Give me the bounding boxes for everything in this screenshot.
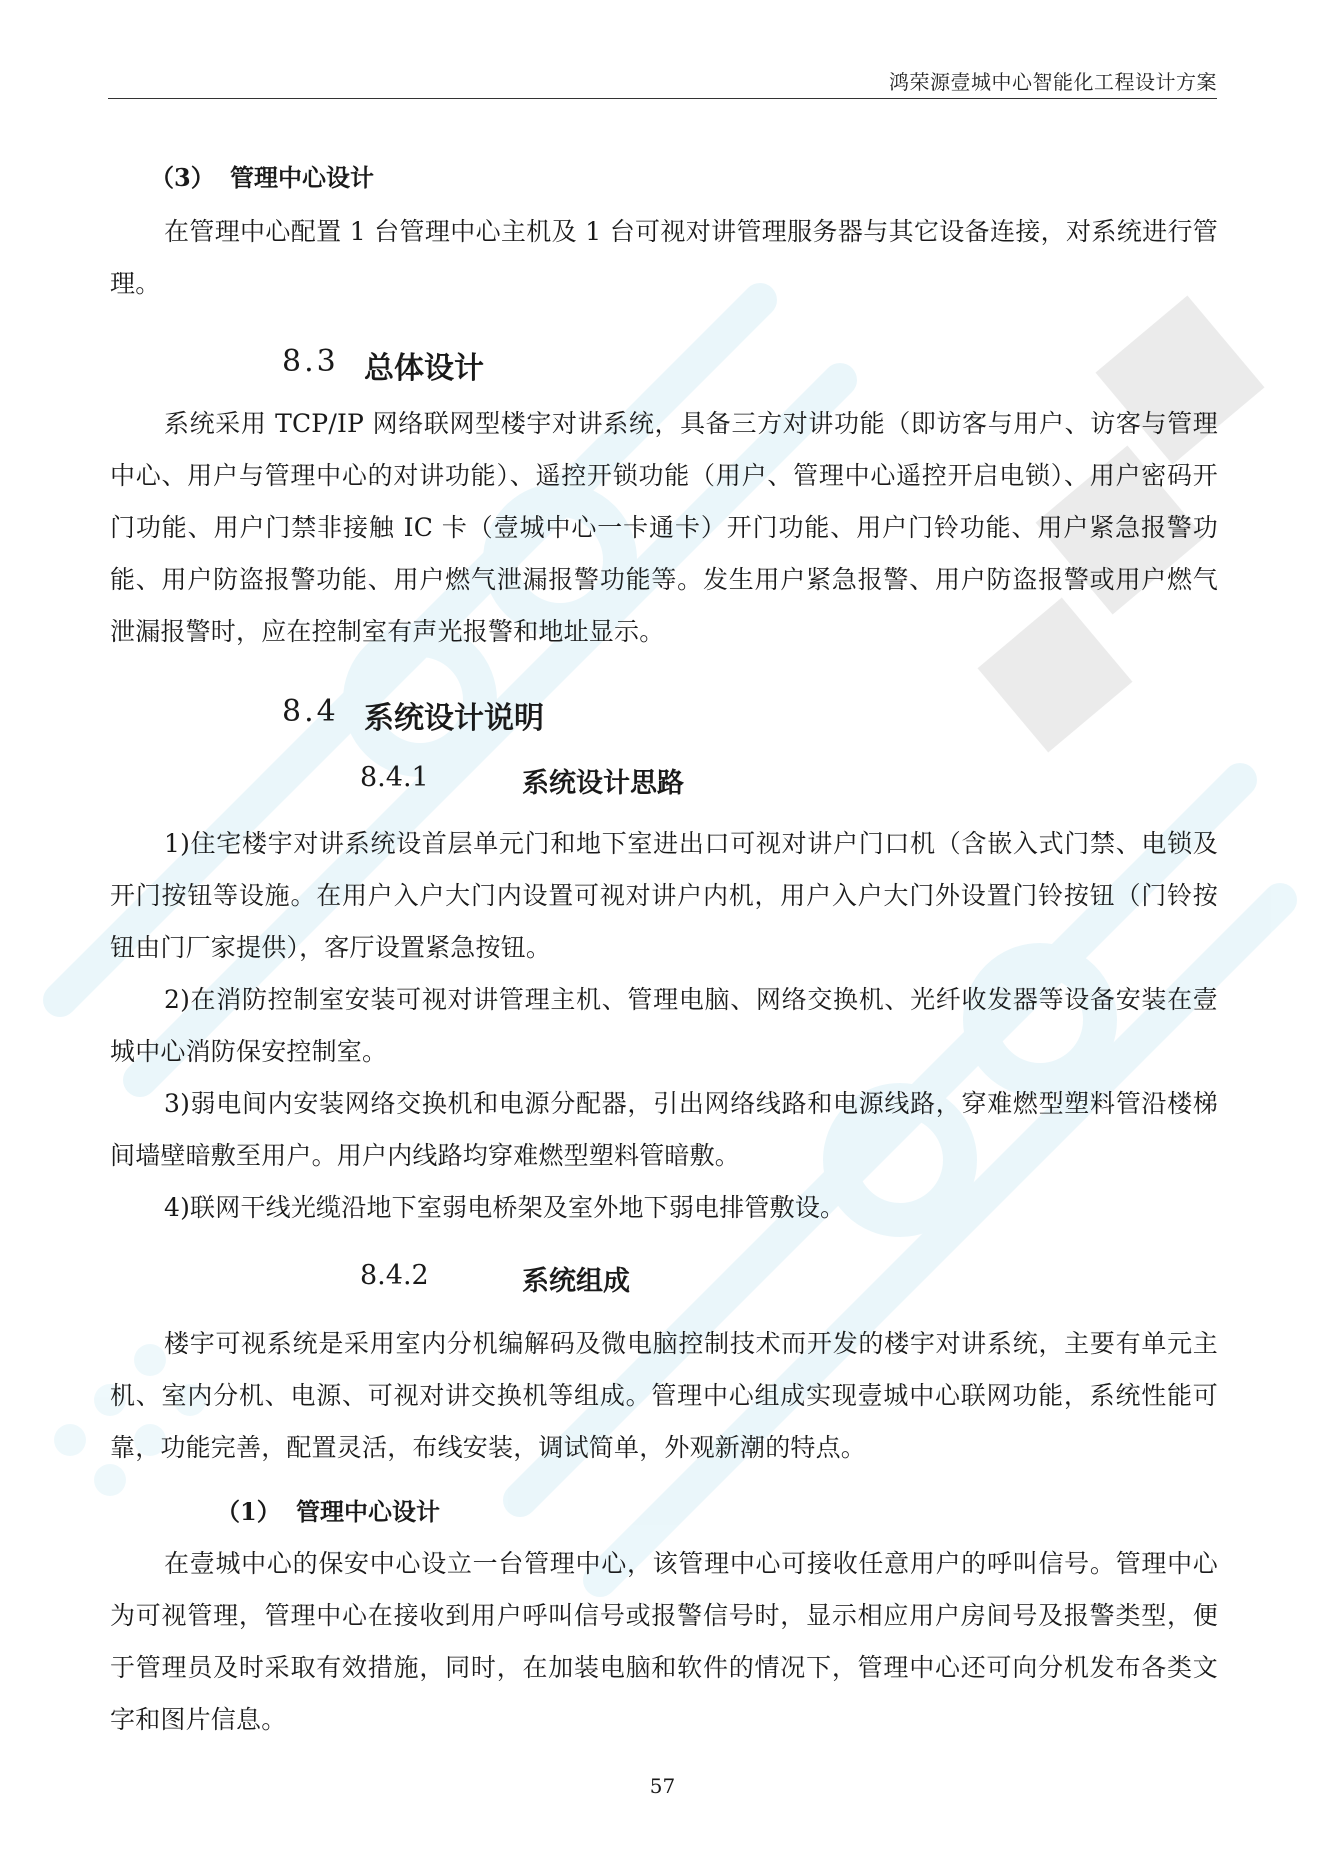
header-divider — [108, 98, 1217, 99]
paragraph-system-composition: 楼宇可视系统是采用室内分机编解码及微电脑控制技术而开发的楼宇对讲系统，主要有单元主机、室内分机、电源、可视对讲交换机等组成。管理中心组成实现壹城中心联网功能，系统性能可靠，功能完善，配置灵活，布线安装，调试简单，外观新潮的特点。 — [110, 1329, 1218, 1462]
subheading-title: 管理中心设计 — [296, 1497, 440, 1526]
subsection-number-8-4-2: 8.4.2 — [360, 1260, 429, 1291]
subheading-number: （1） — [216, 1497, 281, 1526]
subheading-3 — [150, 158, 374, 193]
section-title-8-4: 系统设计说明 — [364, 701, 544, 736]
subsection-title-8-4-1: 系统设计思路 — [522, 768, 684, 799]
header-title: 鸿荣源壹城中心智能化工程设计方案 — [889, 70, 1217, 94]
subsection-number-8-4-1: 8.4.1 — [360, 762, 429, 793]
list-item-2: 2)在消防控制室安装可视对讲管理主机、管理电脑、网络交换机、光纤收发器等设备安装在壹城中心消防保安控制室。 — [110, 985, 1218, 1066]
list-item-4: 4)联网干线光缆沿地下室弱电桥架及室外地下弱电排管敷设。 — [164, 1193, 846, 1222]
subheading-1 — [216, 1492, 440, 1527]
section-number-8-3: 8.3 — [282, 344, 339, 379]
list-item-3: 3)弱电间内安装网络交换机和电源分配器，引出网络线路和电源线路，穿难燃型塑料管沿楼梯间墙壁暗敷至用户。用户内线路均穿难燃型塑料管暗敷。 — [110, 1089, 1218, 1170]
section-number-8-4: 8.4 — [282, 694, 339, 729]
paragraph-management-config: 在管理中心配置 1 台管理中心主机及 1 台可视对讲管理服务器与其它设备连接，对系统进行管理。 — [110, 217, 1218, 298]
subheading-number: （3） — [150, 163, 215, 192]
page-number: 57 — [649, 1774, 676, 1798]
section-title-8-3: 总体设计 — [364, 351, 484, 386]
subheading-title: 管理中心设计 — [230, 163, 374, 192]
paragraph-overall-design: 系统采用 TCP/IP 网络联网型楼宇对讲系统，具备三方对讲功能（即访客与用户、访客与管理中心、用户与管理中心的对讲功能）、遥控开锁功能（用户、管理中心遥控开启电锁）、用户密码开门功能、用户门禁非接触 IC 卡（壹城中心一卡通卡）开门功能、用户门铃功能、用户紧急报警功能、用户防盗报警功能、用户燃气泄漏报警功能等。发生用户紧急报警、用户防盗报警或用户燃气泄漏报警时，应在控制室有声光报警和地址显示。 — [110, 409, 1218, 646]
subsection-title-8-4-2: 系统组成 — [522, 1266, 630, 1297]
paragraph-management-center: 在壹城中心的保安中心设立一台管理中心，该管理中心可接收任意用户的呼叫信号。管理中心为可视管理，管理中心在接收到用户呼叫信号或报警信号时，显示相应用户房间号及报警类型，便于管理员及时采取有效措施，同时，在加装电脑和软件的情况下，管理中心还可向分机发布各类文字和图片信息。 — [110, 1549, 1218, 1734]
list-item-1: 1)住宅楼宇对讲系统设首层单元门和地下室进出口可视对讲户门口机（含嵌入式门禁、电锁及开门按钮等设施。在用户入户大门内设置可视对讲户内机，用户入户大门外设置门铃按钮（门铃按钮由门厂家提供），客厅设置紧急按钮。 — [110, 829, 1218, 962]
